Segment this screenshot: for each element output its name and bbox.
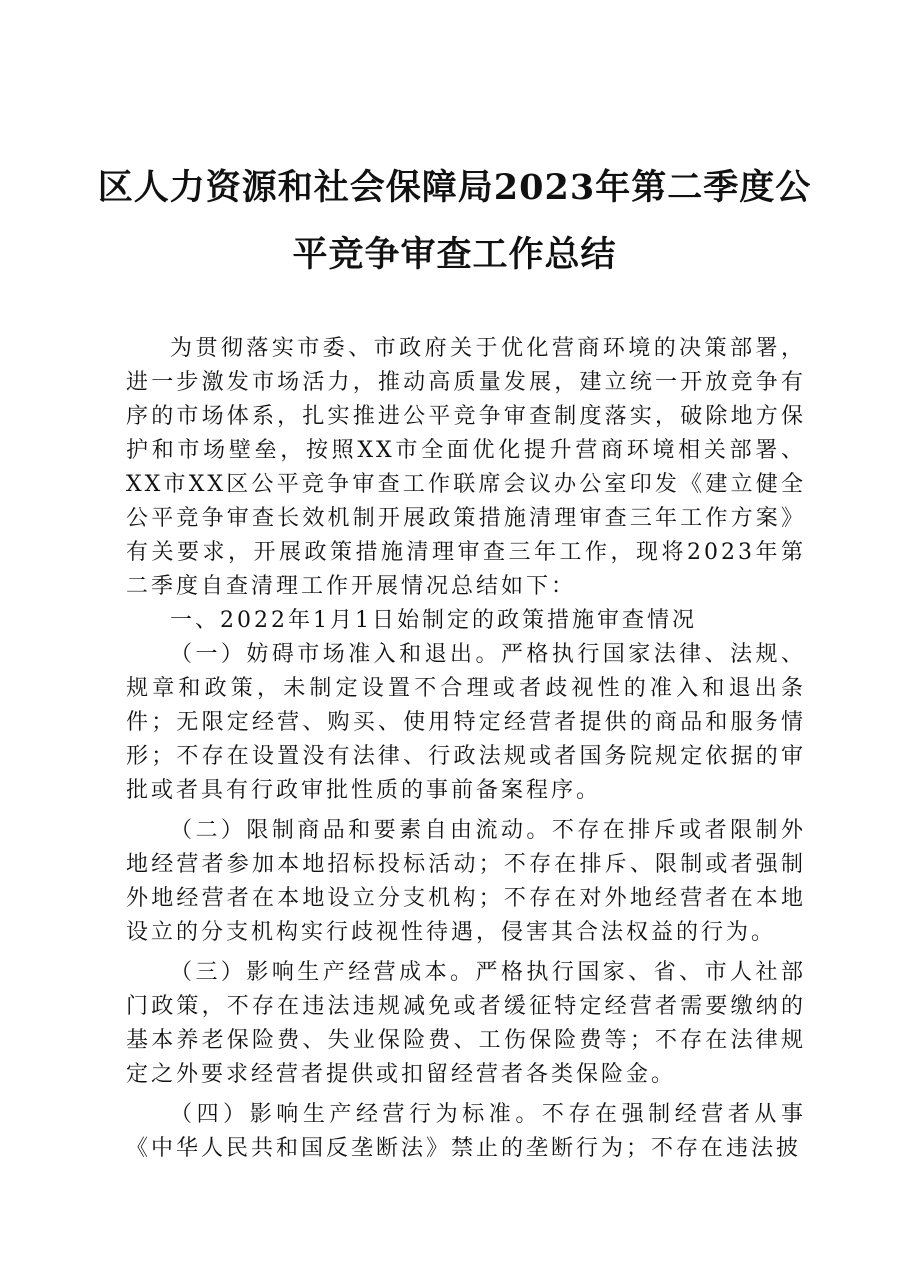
document-title-line-2: 平竞争审查工作总结 xyxy=(292,234,617,275)
paragraph-business-conduct: （四）影响生产经营行为标准。不存在强制经营者从事《中华人民共和国反垄断法》禁止的垄断行为；不存在违法披 xyxy=(126,1102,806,1161)
intro-paragraph: 为贯彻落实市委、市政府关于优化营商环境的决策部署，进一步激发市场活力，推动高质量发展，建立统一开放竞争有序的市场体系，扎实推进公平竞争审查制度落实，破除地方保护和市场壁垒，按照XX市全面优化提升营商环境相关部署、XX市XX区公平竞争审查工作联席会议办公室印发《建立健全公平竞争审查长效机制开展政策措施清理审查三年工作方案》有关要求，开展政策措施清理审查三年工作，现将2023年第二季度自查清理工作开展情况总结如下： xyxy=(126,336,806,599)
document-body xyxy=(126,332,806,1166)
section-heading-1: 一、2022年1月1日始制定的政策措施审查情况 xyxy=(170,608,697,633)
paragraph-market-access: （一）妨碍市场准入和退出。严格执行国家法律、法规、规章和政策，未制定设置不合理或者歧视性的准入和退出条件；无限定经营、购买、使用特定经营者提供的商品和服务情形；不存在设置没有法律、行政法规或者国务院规定依据的审批或者具有行政审批性质的事前备案程序。 xyxy=(126,642,806,803)
paragraph-free-flow: （二）限制商品和要素自由流动。不存在排斥或者限制外地经营者参加本地招标投标活动；不存在排斥、限制或者强制外地经营者在本地设立分支机构；不存在对外地经营者在本地设立的分支机构实行歧视性待遇，侵害其合法权益的行为。 xyxy=(126,818,806,945)
paragraph-production-cost: （三）影响生产经营成本。严格执行国家、省、市人社部门政策，不存在违法违规减免或者缓征特定经营者需要缴纳的基本养老保险费、失业保险费、工伤保险费等；不存在法律规定之外要求经营者提供或扣留经营者各类保险金。 xyxy=(126,960,806,1087)
document-title-line-1: 区人力资源和社会保障局2023年第二季度公 xyxy=(97,167,812,208)
